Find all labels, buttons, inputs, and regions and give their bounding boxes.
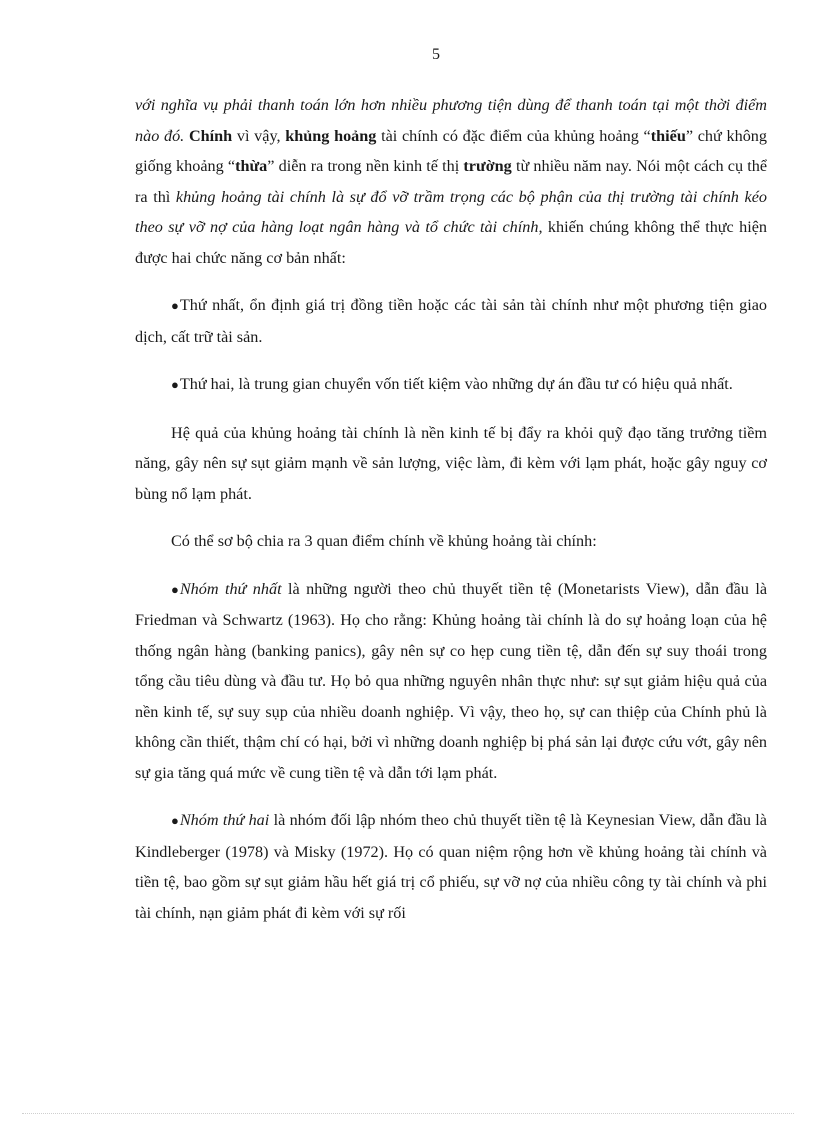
- text-italic: Nhóm thứ nhất: [179, 579, 282, 598]
- text-italic: Nhóm thứ hai: [179, 811, 270, 829]
- bullet-item-keynesian-view: [135, 805, 767, 928]
- text: là những người theo chủ thuyết tiền tệ (Monetarists View), dẫn đầu là Friedman và Schwartz (1963). Họ cho rằng: Khủng hoảng tài chính là do sự hoảng loạn của hệ thống ngân hàng (banking panics), gây nên sự co hẹp cung tiền tệ, dẫn đến sự suy thoái trong tổng cầu tiêu dùng và đầu tư. Họ bỏ qua những nguyên nhân thực như: sự sụt giảm hiệu quả của nền kinh tế, sự suy sụp của nhiều doanh nghiệp. Vì vậy, theo họ, sự can thiệp của Chính phủ là không cần thiết, thậm chí có hại, bởi vì những doanh nghiệp bị phá sản lại được cứu vớt, gây nên sự gia tăng quá mức về cung tiền tệ và dẫn tới lạm phát.: [135, 579, 767, 782]
- text: tài chính có đặc điểm của khủng hoảng “: [376, 126, 651, 145]
- text: ” chứ không giống khoảng “: [135, 126, 767, 175]
- text: khiến chúng không thể thực hiện được hai chức năng cơ bản nhất:: [135, 218, 767, 267]
- bullet-icon: ●: [171, 298, 179, 313]
- bullet-icon: ●: [171, 581, 179, 597]
- page-body: [135, 90, 767, 945]
- text: Hệ quả của khủng hoảng tài chính là nền kinh tế bị đẩy ra khỏi quỹ đạo tăng trưởng tiềm năng, gây nên sự sụt giảm mạnh về sản lượng, việc làm, đi kèm với lạm phát, hoặc gây nguy cơ bùng nổ lạm phát.: [135, 423, 767, 503]
- text-italic: khủng hoảng tài chính là sự đổ vỡ trầm trọng các bộ phận của thị trường tài chính kéo theo sự vỡ nợ của hàng loạt ngân hàng và tổ chức tài chính,: [135, 187, 767, 236]
- text-bold: thiếu: [650, 126, 686, 145]
- bullet-item-first-function: [135, 290, 767, 352]
- bullet-item-second-function: [135, 369, 767, 401]
- text-bold: Chính: [188, 126, 233, 145]
- bullet-item-monetarists-view: [135, 574, 767, 789]
- text-bold: khủng hoảng: [285, 126, 377, 145]
- text-italic: với nghĩa vụ phải thanh toán lớn hơn nhiều phương tiện dùng để thanh toán tại một thời điểm nào đó.: [135, 96, 767, 145]
- bullet-icon: ●: [171, 813, 179, 828]
- paragraph-consequences: [135, 418, 767, 510]
- page-number: 5: [432, 46, 440, 63]
- text: Có thể sơ bộ chia ra 3 quan điểm chính về khủng hoảng tài chính:: [171, 532, 597, 550]
- text-bold: thừa: [235, 157, 268, 175]
- page-bottom-border: [22, 1113, 794, 1114]
- paragraph-crisis-definition: [135, 90, 767, 273]
- bullet-text: Thứ hai, là trung gian chuyển vốn tiết kiệm vào những dự án đầu tư có hiệu quả nhất.: [179, 375, 733, 393]
- paragraph-viewpoints-intro: [135, 526, 767, 557]
- bullet-icon: ●: [171, 377, 179, 392]
- bullet-text: Thứ nhất, ổn định giá trị đồng tiền hoặc các tài sản tài chính như một phương tiện giao dịch, cất trữ tài sản.: [135, 296, 767, 346]
- text: từ nhiều năm nay. Nói một cách cụ thể ra thì: [135, 157, 768, 206]
- text: ” diễn ra trong nền kinh tế thị: [267, 157, 464, 175]
- text-bold: trường: [463, 157, 512, 175]
- text: vì vậy,: [232, 126, 286, 145]
- text: là nhóm đối lập nhóm theo chủ thuyết tiền tệ là Keynesian View, dẫn đầu là Kindleberger (1978) và Misky (1972). Họ có quan niệm rộng hơn về khủng hoảng tài chính và tiền tệ, bao gồm sự sụt giảm hầu hết giá trị cổ phiếu, sự vỡ nợ của nhiều công ty tài chính và phi tài chính, nạn giảm phát đi kèm với sự rối: [135, 811, 767, 922]
